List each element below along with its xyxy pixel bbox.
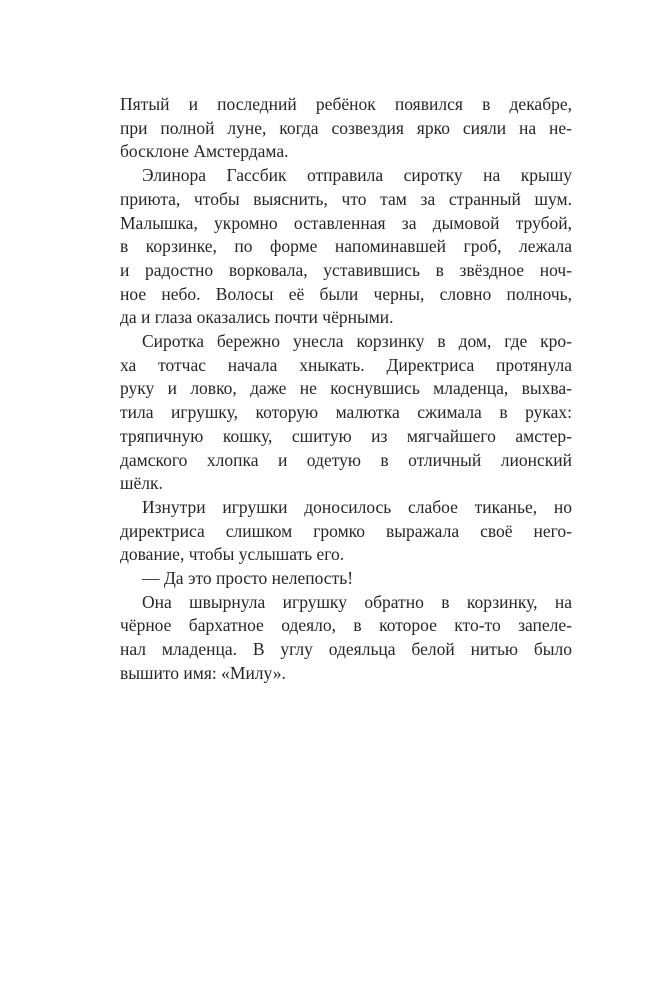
text-line: ха тотчас начала хныкать. Директриса протянула [120,354,572,375]
text-line: в корзинке, по форме напоминавшей гроб, лежала [120,236,572,257]
text-line: Малышка, укромно оставленная за дымовой трубой, [120,212,572,233]
page-text [120,93,572,686]
text-line: — Да это просто нелепость! [142,568,354,589]
text-line: дамского хлопка и одетую в отличный лионский [120,449,572,470]
text-line: приюта, чтобы выяснить, что там за странный шум. [120,188,572,209]
text-line: чёрное бархатное одеяло, в которое кто-то запеле- [120,615,572,636]
paragraph [120,93,572,164]
text-line: Изнутри игрушки доносилось слабое тиканье, но [142,496,572,517]
paragraph [120,164,572,330]
text-line: тила игрушку, которую малютка сжимала в руках: [120,402,572,423]
text-line: Пятый и последний ребёнок появился в декабре, [120,94,572,114]
text-line: Сиротка бережно унесла корзинку в дом, где кро- [142,331,572,352]
text-line: шёлк. [120,473,163,494]
text-line: нал младенца. В углу одеяльца белой нитью было [120,639,572,660]
paragraph [120,591,572,686]
text-line: вышито имя: «Милу». [120,662,286,683]
text-line: босклоне Амстердама. [120,141,289,162]
text-line: Она швырнула игрушку обратно в корзинку, на [142,591,572,612]
paragraph [120,567,572,591]
text-line: руку и ловко, даже не коснувшись младенца, выхва- [120,378,572,399]
text-line: при полной луне, когда созвездия ярко сияли на не- [120,117,572,138]
text-line: тряпичную кошку, сшитую из мягчайшего амстер- [120,425,572,446]
text-line: ное небо. Волосы её были черны, словно полночь, [120,283,572,304]
paragraph [120,496,572,567]
text-line: и радостно ворковала, уставившись в звёздное ноч- [120,259,572,280]
text-line: Элинора Гассбик отправила сиротку на крышу [142,165,572,186]
text-line: да и глаза оказались почти чёрными. [120,307,394,328]
paragraph [120,330,572,496]
text-line: директриса слишком громко выражала своё него- [120,520,572,541]
text-line: дование, чтобы услышать его. [120,544,345,565]
